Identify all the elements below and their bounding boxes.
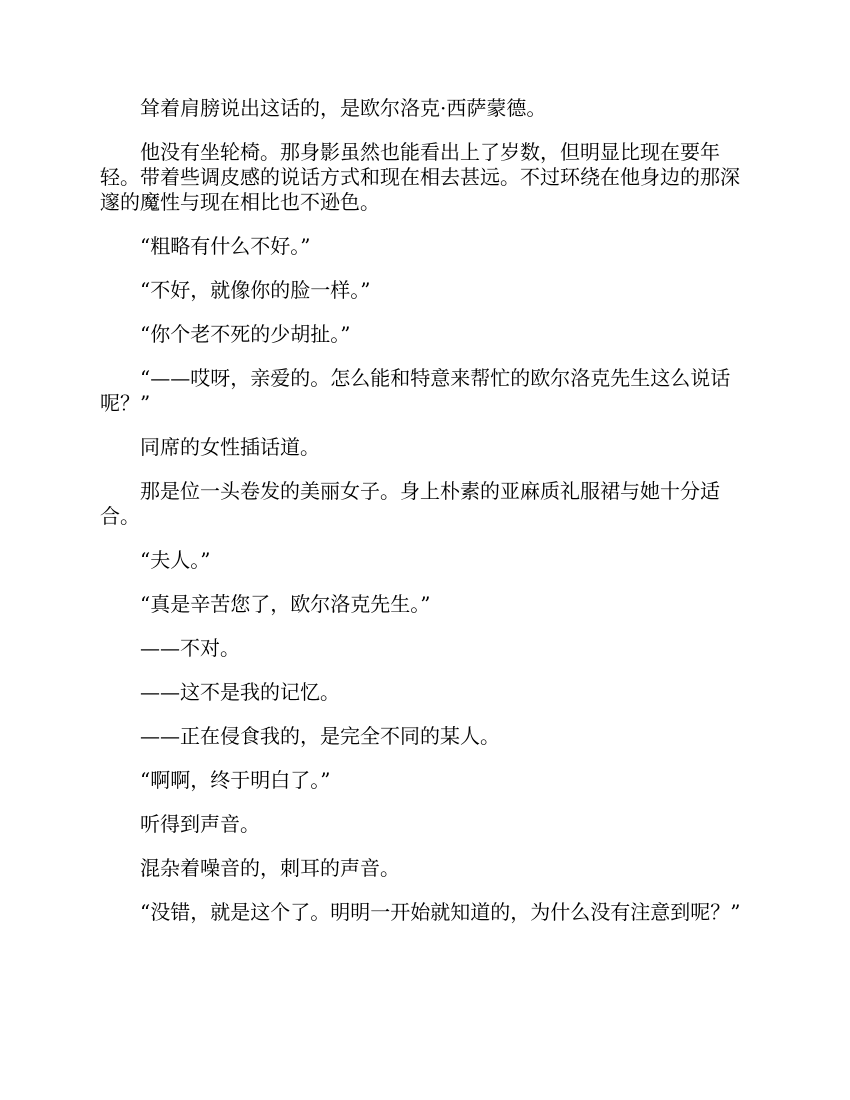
paragraph: 耸着肩膀说出这话的，是欧尔洛克·西萨蒙德。 [140,96,547,120]
paragraph: “不好，就像你的脸一样。” [140,278,371,302]
paragraph: “真是辛苦您了，欧尔洛克先生。” [140,592,431,616]
paragraph: 同席的女性插话道。 [140,435,320,459]
paragraph: “你个老不死的少胡扯。” [140,322,351,346]
paragraph: ——这不是我的记忆。 [140,680,340,704]
paragraph: “啊啊，终于明白了。” [140,768,331,792]
paragraph: “——哎呀，亲爱的。怎么能和特意来帮忙的欧尔洛克先生这么说话呢？” [100,366,731,415]
document-body [100,96,750,944]
paragraph: “夫人。” [140,548,211,572]
paragraph: 那是位一头卷发的美丽女子。身上朴素的亚麻质礼服裙与她十分适合。 [100,479,720,528]
paragraph: ——不对。 [140,636,240,660]
paragraph: “没错，就是这个了。明明一开始就知道的，为什么没有注意到呢？” [140,900,741,924]
paragraph: ——正在侵食我的，是完全不同的某人。 [140,724,500,748]
paragraph: 混杂着噪音的，刺耳的声音。 [140,856,400,880]
paragraph: 他没有坐轮椅。那身影虽然也能看出上了岁数，但明显比现在要年轻。带着些调皮感的说话方式和现在相去甚远。不过环绕在他身边的那深邃的魔性与现在相比也不逊色。 [100,140,740,214]
paragraph: 听得到声音。 [140,812,260,836]
paragraph: “粗略有什么不好。” [140,234,311,258]
